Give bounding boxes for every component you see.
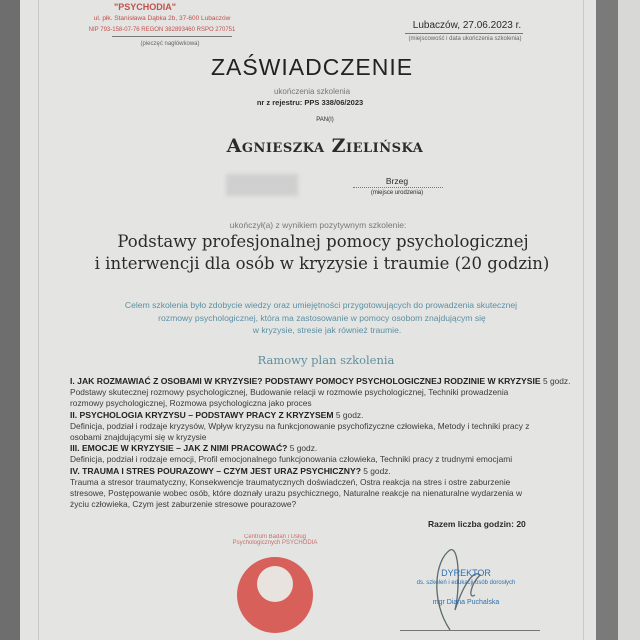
registry-number: nr z rejestru: PPS 338/06/2023 [256, 98, 364, 107]
module-hours: 5 godz. [289, 443, 318, 454]
certificate-subtitle: ukończenia szkolenia [273, 87, 351, 96]
goal-line3: w kryzysie, stresie jak również traumie. [252, 325, 402, 335]
director-name: mgr Diana Puchalska [432, 599, 500, 606]
total-hours: Razem liczba godzin: 20 [428, 519, 526, 529]
module-title: III. EMOCJE W KRYZYSIE – JAK Z NIMI PRACOWAĆ? [70, 443, 288, 454]
plan-module [70, 443, 600, 465]
director-title: DYREKTOR [441, 568, 491, 578]
course-title-line2: i interwencji dla osób w kryzysie i traumie (20 godzin) [94, 254, 550, 273]
certificate-title: ZAŚWIADCZENIE [210, 54, 414, 80]
module-hours: 5 godz. [542, 376, 571, 386]
org-address: ul. płk. Stanisława Dąbka 2b, 37-600 Lubaczów [93, 15, 231, 22]
module-title: IV. TRAUMA I STRES POURAZOWY – CZYM JEST URAZ PSYCHICZNY? [70, 465, 361, 476]
goal-line1: Celem szkolenia było zdobycie wiedzy oraz umiejętności przygotowujących do prowadzenia skutecznej [124, 300, 518, 310]
birthplace-caption: (miejsce urodzenia) [370, 190, 424, 196]
module-desc: Definicja, podział i rodzaje kryzysów, Wpływ kryzysu na funkcjonowanie psychofizyczne człowieka, Metody i techniki pracy z osobami znajdującymi się w kryzysie [70, 420, 530, 443]
completed-text: ukończył(a) z wynikiem pozytywnym szkolenie: [229, 220, 407, 230]
org-name: "PSYCHODIA" [113, 2, 177, 12]
stamp-text: Centrum Badań i Usług Psychologicznych PSYCHODIA [232, 534, 318, 546]
module-title: I. JAK ROZMAWIAĆ Z OSOBAMI W KRYZYSIE? PODSTAWY POMOCY PSYCHOLOGICZNEJ RODZINIE W KRYZYSIE [70, 376, 541, 386]
plan-module [70, 410, 600, 444]
stamp-caption: (pieczęć nagłówkowa) [140, 41, 200, 47]
plan-module [70, 376, 600, 410]
module-hours: 5 godz. [335, 409, 364, 420]
birthplace-line [353, 187, 443, 188]
signature-line [400, 630, 540, 631]
birthplace: Brzeg [385, 176, 409, 186]
course-title-line1: Podstawy profesjonalnej pomocy psychologicznej [117, 232, 529, 251]
module-desc: Podstawy skutecznej rozmowy psychologicznej, Budowanie relacji w rozmowie psychologicznej, Techniki prowadzenia rozmowy psychologicznej, Rozmowa psychologiczna jako proces [70, 387, 509, 409]
redacted-birthdate [226, 174, 298, 196]
place-date: Lubaczów, 27.06.2023 r. [412, 20, 522, 31]
module-desc: Trauma a stresor traumatyczny, Konsekwencje traumatycznych doświadczeń, Ostra reakcja na stres i ostre zaburzenie stresowe, Postępowanie wobec osób, które doznały urazu psychicznego, Naturalne reakcje na nienaturalne wydarzenia w życiu człowieka, Czym jest zaburzenie stresowe pourazowe? [70, 476, 523, 510]
module-title: II. PSYCHOLOGIA KRYZYSU – PODSTAWY PRACY Z KRYZYSEM [70, 409, 334, 420]
signature [420, 540, 500, 635]
place-date-line [405, 33, 523, 34]
goal-line2: rozmowy psychologicznej, która ma zastosowanie w pomocy osobom znajdującym się [158, 313, 486, 323]
plan-modules [70, 376, 600, 510]
lightbulb-icon [257, 566, 293, 602]
plan-module [70, 466, 600, 511]
recipient-name: Agnieszka Zielińska [226, 135, 424, 157]
module-desc: Definicja, podział i rodzaje emocji, Profil emocjonalnego funkcjonowania człowieka, Techniki pracy z trudnymi emocjami [70, 454, 513, 465]
plan-heading: Ramowy plan szkolenia [257, 353, 395, 367]
module-hours: 5 godz. [363, 465, 391, 476]
director-subtitle: ds. szkoleń i edukacji osób dorosłych [416, 580, 516, 586]
org-ids: NIP 793-158-07-76 REGON 382893460 RSPO 270751 [88, 27, 236, 33]
stamp-line [112, 36, 232, 37]
frame-left [0, 0, 20, 640]
place-date-caption: (miejscowość i data ukończenia szkolenia) [408, 36, 522, 42]
salutation: PAN(I) [316, 117, 334, 123]
frame-right [596, 0, 618, 640]
background [618, 0, 640, 640]
